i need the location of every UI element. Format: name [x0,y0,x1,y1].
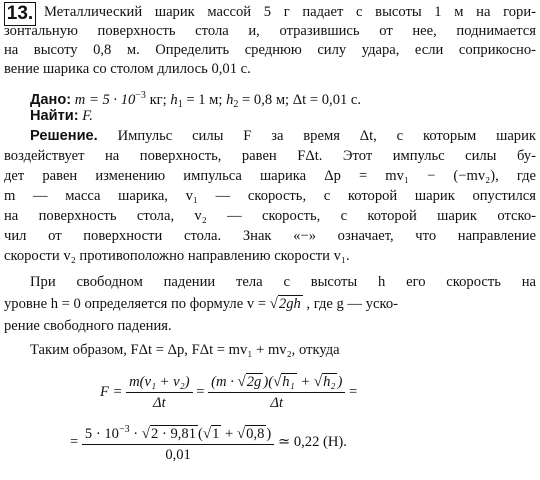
fraction-3 [82,421,274,464]
given-h1-val: = 1 м; [182,92,223,108]
given-h2-val: = 0,8 м; [238,92,290,108]
f2-part-c: + [296,374,314,391]
given-h1-sym: h [170,92,178,108]
solution-line-5: на поверхность стола, v₂ — скорость, с которой шарик отско- [4,208,536,224]
given-h2-sub: 2 [233,99,239,110]
f2-rad-2: h₁ [282,374,295,391]
sqrt-sign-icon: √ [269,296,278,312]
fraction-1-den: Δt [153,395,166,412]
fraction-2-num [208,373,345,393]
sqrt-sign-icon: √ [236,426,246,443]
fraction-1 [126,373,193,412]
problem-number: 13. [4,2,36,26]
sqrt-sign-icon: √ [273,374,282,391]
fraction-3-den: 0,01 [165,447,191,464]
find-line [30,106,93,126]
sqrt-sign-icon: √ [313,374,323,391]
para2-line-2 [4,294,398,314]
solution-text-1: Импульс силы F за время Δt, с которым шарик [117,128,536,144]
f3-rad-3: 0,8 [246,426,265,443]
f3-rad-2: 1 [212,426,220,443]
f2-rad-3: h₂ [323,374,336,391]
formula-result: ≃ 0,22 (Н). [277,434,347,450]
formula-eq-3: = [70,434,79,450]
solution-line-6: чил от поверхности стола. Знак «−» означает, что направление [4,228,536,244]
statement-line-2: зонтальную поверхность стола и, отразившись от нее, поднимается [4,23,536,39]
formula-row-1 [100,372,357,412]
f3-part-e: ) [266,426,272,443]
find-label: Найти: [30,108,79,124]
f2-part-a: (m · [211,374,238,391]
given-label: Дано: [30,92,72,108]
solution-line-1 [30,126,536,146]
fraction-1-num: m(v₁ + v₂) [126,373,193,393]
fraction-2 [208,373,345,412]
f3-part-b: · [129,426,142,443]
given-m: m = 5 · 10 [74,92,136,108]
given-m-exp: −3 [135,90,146,101]
solution-line-7: скорости v₂ противоположно направлению скорости v₁. [4,248,350,264]
para2-line-3: рение свободного падения. [4,318,172,334]
para3-line: Таким образом, FΔt = Δp, FΔt = mv₁ + mv₂, откуда [30,342,340,358]
given-m-unit: кг; [149,92,167,108]
statement-line-1: Металлический шарик массой 5 г падает с высоты 1 м на гори- [44,4,536,20]
sqrt-sign-icon: √ [237,374,246,391]
statement-line-3: на высоту 0,8 м. Определить среднюю силу удара, если соприкосно- [4,42,536,58]
f3-exp: −3 [118,424,130,436]
fraction-2-den: Δt [270,395,284,412]
f3-part-c: ( [198,426,203,443]
fraction-3-num [82,421,274,445]
formula-eq-1: = [196,384,205,400]
sqrt-sign-icon: √ [202,426,212,443]
formula-eq-2: = [348,384,358,400]
f3-rad-1: 2 · 9,81 [151,426,196,443]
sqrt-sign-icon: √ [141,426,150,443]
para2-radicand: 2gh [278,296,301,312]
formula-row-2 [70,420,347,464]
f3-part-a: 5 · 10 [84,426,119,443]
para2-text-a: уровне h = 0 определяется по формуле v = [4,296,270,312]
f2-part-d: ) [337,374,343,391]
statement-line-4: вение шарика со столом длилось 0,01 с. [4,61,251,77]
para2-text-b: , где g — уско- [302,296,399,312]
formula-F: F = [100,384,123,400]
f2-rad-1: 2g [246,374,262,391]
f3-part-d: + [221,426,237,443]
para2-line-1: При свободном падении тела с высоты h его скорость на [30,274,536,290]
find-value: F. [82,108,93,124]
given-dt: Δt = 0,01 с. [292,92,362,108]
f2-part-b: )( [263,374,274,391]
solution-line-2: воздействует на поверхность, равен FΔt. Этот импульс силы бу- [4,148,536,164]
solution-line-3: дет равен изменению импульса шарика Δp = mv₁ − (−mv₂), где [4,168,536,184]
given-h1-sub: 1 [177,99,183,110]
given-h2-sym: h [226,92,234,108]
solution-label: Решение. [30,128,98,144]
solution-line-4: m — масса шарика, v₁ — скорость, с которой шарик опустился [4,188,536,204]
